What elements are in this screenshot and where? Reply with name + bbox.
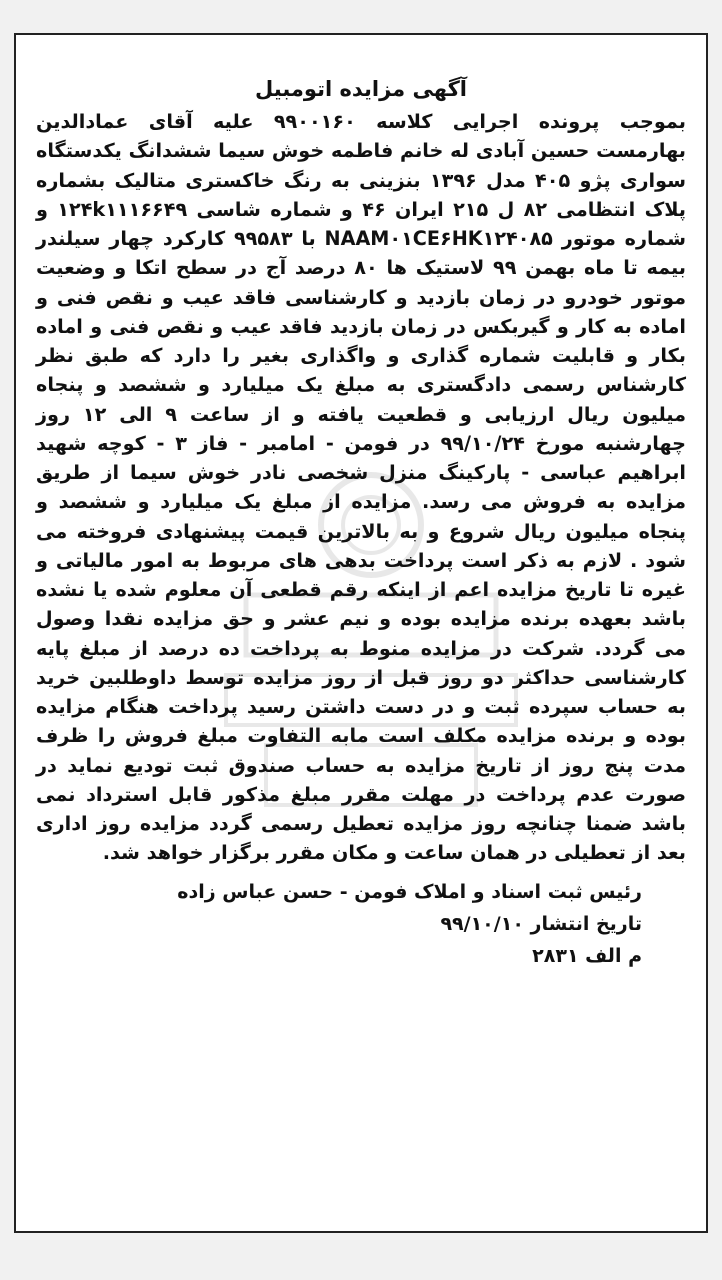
newspaper-clipping [14, 33, 708, 1233]
notice-title: آگهی مزایده اتومبیل [255, 77, 467, 101]
signature-line: رئیس ثبت اسناد و املاک فومن - حسن عباس زاده [177, 880, 642, 903]
notice-body: بموجب پرونده اجرایی کلاسه ۹۹۰۰۱۶۰ علیه آقای عمادالدین بهارمست حسین آبادی له خانم فاطمه خوش سیما ششدانگ یکدستگاه سواری پژو ۴۰۵ مدل ۱۳۹۶ بنزینی به رنگ خاکستری متالیک بشماره پلاک انتظامی ۸۲ ل ۲۱۵ ایران ۴۶ و شماره شاسی ۱۲۴k۱۱۱۶۶۴۹ و شماره موتور NAAM۰۱CE۶HK۱۲۴۰۸۵ با ۹۹۵۸۳ کارکرد چهار سیلندر بیمه تا ماه بهمن ۹۹ لاستیک ها ۸۰ درصد آج در سطح اتکا و وضعیت موتور خودرو در زمان بازدید و کارشناسی فاقد عیب و نقص فنی و اماده به کار و گیربکس در زمان بازدید فاقد عیب و نقص فنی و اماده بکار و قابلیت شماره گذاری و واگذاری بغیر را دارد که طبق نظر کارشناس رسمی دادگستری به مبلغ یک میلیارد و ششصد و پنجاه میلیون ریال ارزیابی و قطعیت یافته و از ساعت ۹ الی ۱۲ روز چهارشنبه مورخ ۹۹/۱۰/۲۴ در فومن - امامبر - فاز ۳ - کوچه شهید ابراهیم عباسی - پارکینگ منزل شخصی نادر خوش سیما از طریق مزایده به فروش می رسد. مزایده از مبلغ یک میلیارد و ششصد و پنجاه میلیون ریال شروع و به بالاترین قیمت پیشنهادی فروخته می شود . لازم به ذکر است پرداخت بدهی های مربوط به امور مالیاتی و غیره تا تاریخ مزایده اعم از اینکه رقم قطعی آن معلوم شده یا نشده باشد بعهده برنده مزایده بوده و نیم عشر و حق مزایده نقدا وصول می گردد. شرکت در مزایده منوط به پرداخت ده درصد از مبلغ پایه کارشناسی حداکثر دو روز قبل از روز مزایده توسط داوطلبین خرید به حساب سپرده ثبت و در دست داشتن رسید پرداخت هنگام مزایده بوده و برنده مزایده مکلف است مابه التفاوت مبلغ فروش را ظرف مدت پنج روز از تاریخ مزایده به حساب صندوق ثبت توديع نماید در صورت عدم پرداخت در مهلت مقرر مبلغ مذکور قابل استرداد نمی باشد ضمنا چنانچه روز مزایده تعطیل رسمی گردد مزایده روز اداری بعد از تعطیلی در همان ساعت و مکان مقرر برگزار خواهد شد. [36, 110, 687, 865]
notice-content [36, 73, 686, 972]
publish-date: تاریخ انتشار ۹۹/۱۰/۱۰ [440, 912, 642, 935]
notice-footer [36, 876, 686, 972]
notice-code: م الف ۲۸۳۱ [532, 944, 642, 967]
bottom-margin [0, 1236, 722, 1280]
